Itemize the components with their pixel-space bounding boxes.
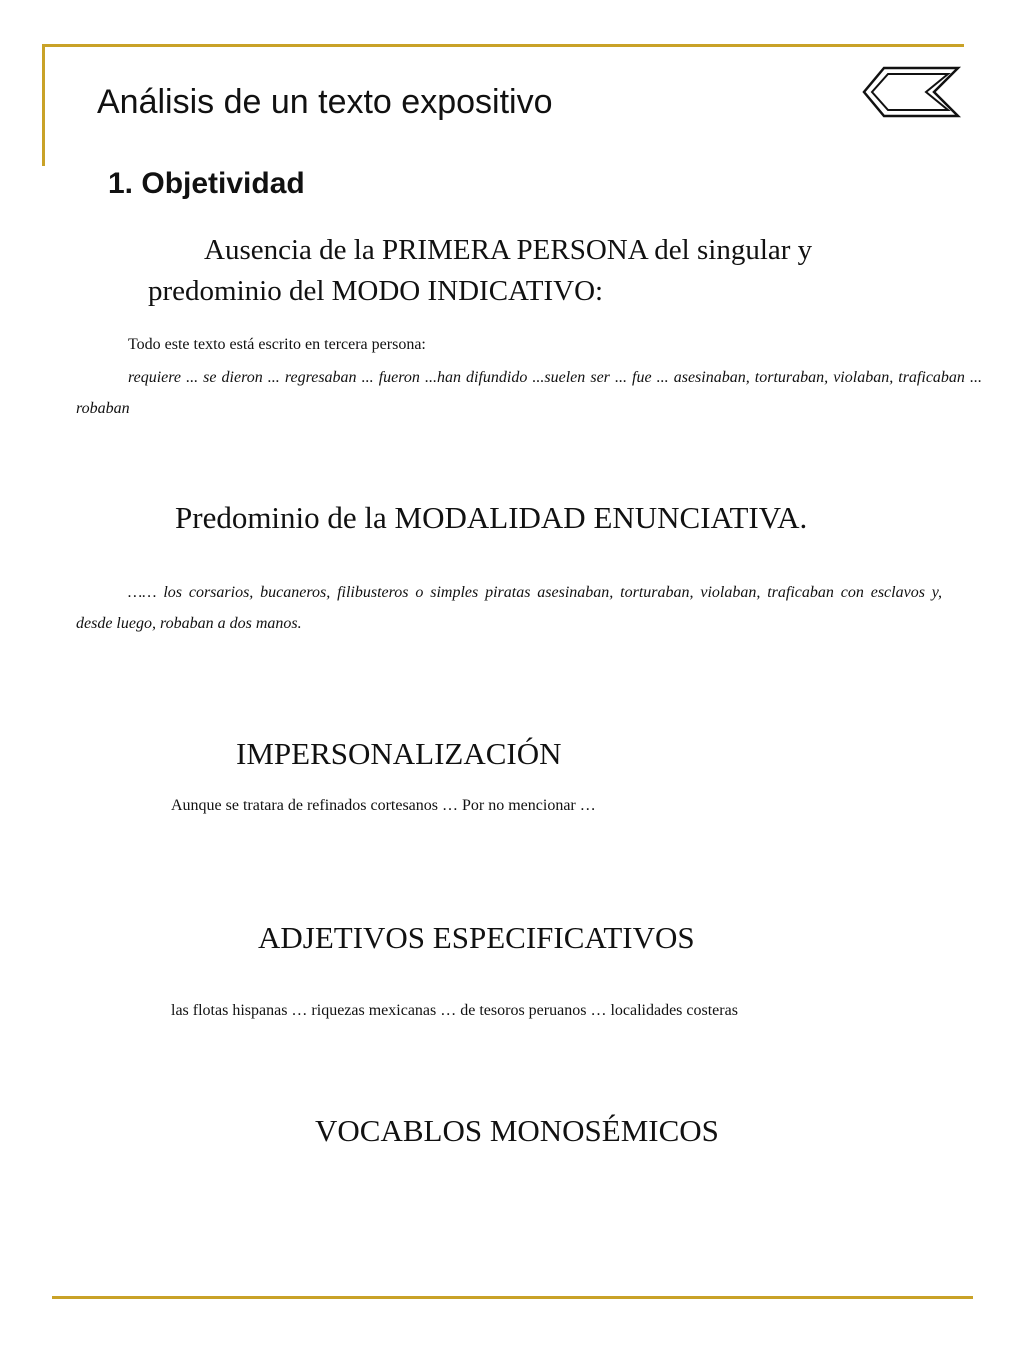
impersonalizacion-example: Aunque se tratara de refinados cortesanos … Por no mencionar … (171, 797, 596, 814)
back-arrow-icon[interactable] (862, 66, 962, 118)
frame-left-rule (42, 44, 45, 166)
indicativo-example: requiere ... se dieron ... regresaban ... fueron ...han difundido ...suelen ser ... fue ... asesinaban, torturaban, violaban, traficaban ... robaban (76, 369, 982, 417)
frame-top-rule (42, 44, 964, 47)
adjetivos-heading: ADJETIVOS ESPECIFICATIVOS (258, 920, 695, 955)
tercera-persona-note: Todo este texto está escrito en tercera persona: (128, 336, 426, 353)
modalidad-heading: Predominio de la MODALIDAD ENUNCIATIVA. (175, 500, 808, 535)
section-heading-objetividad: 1. Objetividad (108, 167, 305, 200)
adjetivos-example: las flotas hispanas … riquezas mexicanas … de tesoros peruanos … localidades costeras (171, 1002, 738, 1019)
slide-title: Análisis de un texto expositivo (97, 83, 553, 121)
modalidad-example: …… los corsarios, bucaneros, filibusteros o simples piratas asesinaban, torturaban, violaban, traficaban con esclavos y, desde luego, robaban a dos manos. (76, 584, 942, 632)
vocablos-heading: VOCABLOS MONOSÉMICOS (315, 1113, 719, 1148)
objetividad-intro: Ausencia de la PRIMERA PERSONA del singular y predominio del MODO INDICATIVO: (148, 234, 813, 307)
impersonalizacion-heading: IMPERSONALIZACIÓN (236, 736, 562, 771)
frame-bottom-rule (52, 1296, 973, 1299)
